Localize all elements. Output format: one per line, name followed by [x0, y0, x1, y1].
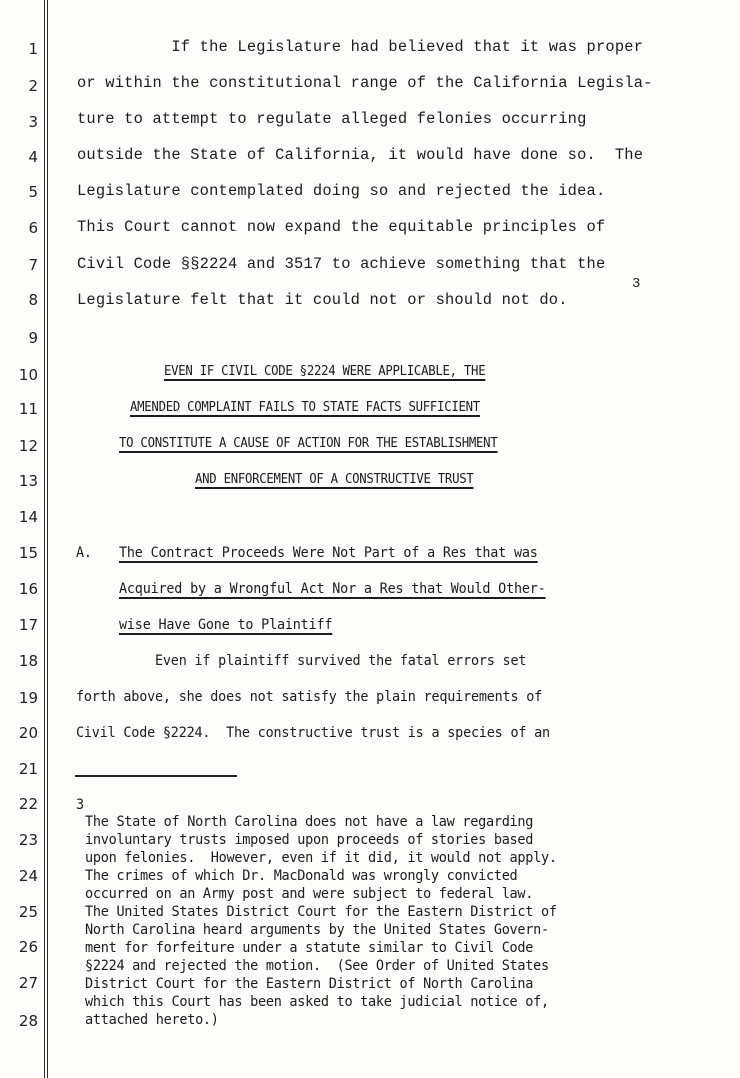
- line-number: 22: [18, 795, 38, 813]
- footnote-line: The United States District Court for the Eastern District of: [85, 904, 557, 920]
- line-number: 28: [18, 1012, 38, 1030]
- line-number: 3: [28, 113, 38, 131]
- line-number: 14: [18, 508, 38, 526]
- footnote-line: involuntary trusts imposed upon proceeds of stories based: [85, 832, 534, 848]
- line-number: 4: [28, 148, 38, 166]
- body-line: or within the constitutional range of the California Legisla-: [77, 74, 653, 92]
- line-number: 17: [18, 616, 38, 634]
- body-line: ture to attempt to regulate alleged felonies occurring: [77, 110, 587, 128]
- margin-rule-right: [47, 0, 48, 1078]
- footnote-line: The State of North Carolina does not have a law regarding: [85, 814, 534, 830]
- body-line: Legislature contemplated doing so and rejected the idea.: [77, 182, 606, 200]
- footnote-line: occurred on an Army post and were subject to federal law.: [85, 886, 534, 902]
- section-heading-line: AND ENFORCEMENT OF A CONSTRUCTIVE TRUST: [195, 472, 474, 487]
- line-number: 7: [28, 256, 38, 274]
- line-number: 6: [28, 219, 38, 237]
- subsection-body-line: Even if plaintiff survived the fatal errors set: [76, 652, 527, 669]
- footnote-line: ment for forfeiture under a statute similar to Civil Code: [85, 940, 534, 956]
- subsection-body-line: Civil Code §2224. The constructive trust is a species of an: [76, 724, 550, 741]
- line-number: 1: [28, 40, 38, 58]
- line-number: 10: [18, 366, 38, 384]
- line-number: 13: [18, 472, 38, 490]
- line-number: 21: [18, 760, 38, 778]
- subsection-title-line: Acquired by a Wrongful Act Nor a Res that Would Other-: [119, 580, 546, 597]
- line-number: 15: [18, 544, 38, 562]
- footnote-line: District Court for the Eastern District of North Carolina: [85, 976, 534, 992]
- line-number: 5: [28, 183, 38, 201]
- margin-rule-left: [44, 0, 45, 1078]
- footnote-separator: [75, 775, 237, 777]
- line-number: 18: [18, 652, 38, 670]
- line-number: 26: [18, 938, 38, 956]
- line-number: 8: [28, 291, 38, 309]
- footnote-reference: 3: [632, 276, 641, 292]
- line-number: 23: [18, 831, 38, 849]
- line-number: 25: [18, 903, 38, 921]
- footnote-line: The crimes of which Dr. MacDonald was wrongly convicted: [85, 868, 518, 884]
- line-number: 27: [18, 974, 38, 992]
- footnote-number: 3: [76, 797, 84, 813]
- section-heading-line: EVEN IF CIVIL CODE §2224 WERE APPLICABLE, THE: [164, 364, 486, 379]
- line-number: 16: [18, 580, 38, 598]
- line-number: 2: [28, 77, 38, 95]
- line-number: 11: [18, 400, 38, 418]
- footnote-line: attached hereto.): [85, 1012, 219, 1028]
- footnote-line: §2224 and rejected the motion. (See Order of United States: [85, 958, 549, 974]
- footnote-line: upon felonies. However, even if it did, it would not apply.: [85, 850, 557, 866]
- body-line: Civil Code §§2224 and 3517 to achieve something that the: [77, 255, 606, 273]
- body-line: outside the State of California, it would have done so. The: [77, 146, 644, 164]
- body-line: If the Legislature had believed that it was proper: [77, 38, 644, 56]
- line-number: 24: [18, 867, 38, 885]
- footnote-line: North Carolina heard arguments by the United States Govern-: [85, 922, 549, 938]
- footnote-line: which this Court has been asked to take judicial notice of,: [85, 994, 549, 1010]
- line-number: 12: [18, 437, 38, 455]
- body-line: This Court cannot now expand the equitable principles of: [77, 218, 606, 236]
- subsection-title-line: The Contract Proceeds Were Not Part of a Res that was: [119, 544, 538, 561]
- section-heading-line: TO CONSTITUTE A CAUSE OF ACTION FOR THE ESTABLISHMENT: [119, 436, 498, 451]
- subsection-title-line: wise Have Gone to Plaintiff: [119, 616, 333, 633]
- body-line: Legislature felt that it could not or should not do.: [77, 291, 568, 309]
- line-number: 19: [18, 689, 38, 707]
- subsection-letter: A.: [76, 544, 92, 561]
- line-number: 20: [18, 724, 38, 742]
- section-heading-line: AMENDED COMPLAINT FAILS TO STATE FACTS SUFFICIENT: [130, 400, 480, 415]
- subsection-body-line: forth above, she does not satisfy the plain requirements of: [76, 688, 543, 705]
- line-number: 9: [28, 329, 38, 347]
